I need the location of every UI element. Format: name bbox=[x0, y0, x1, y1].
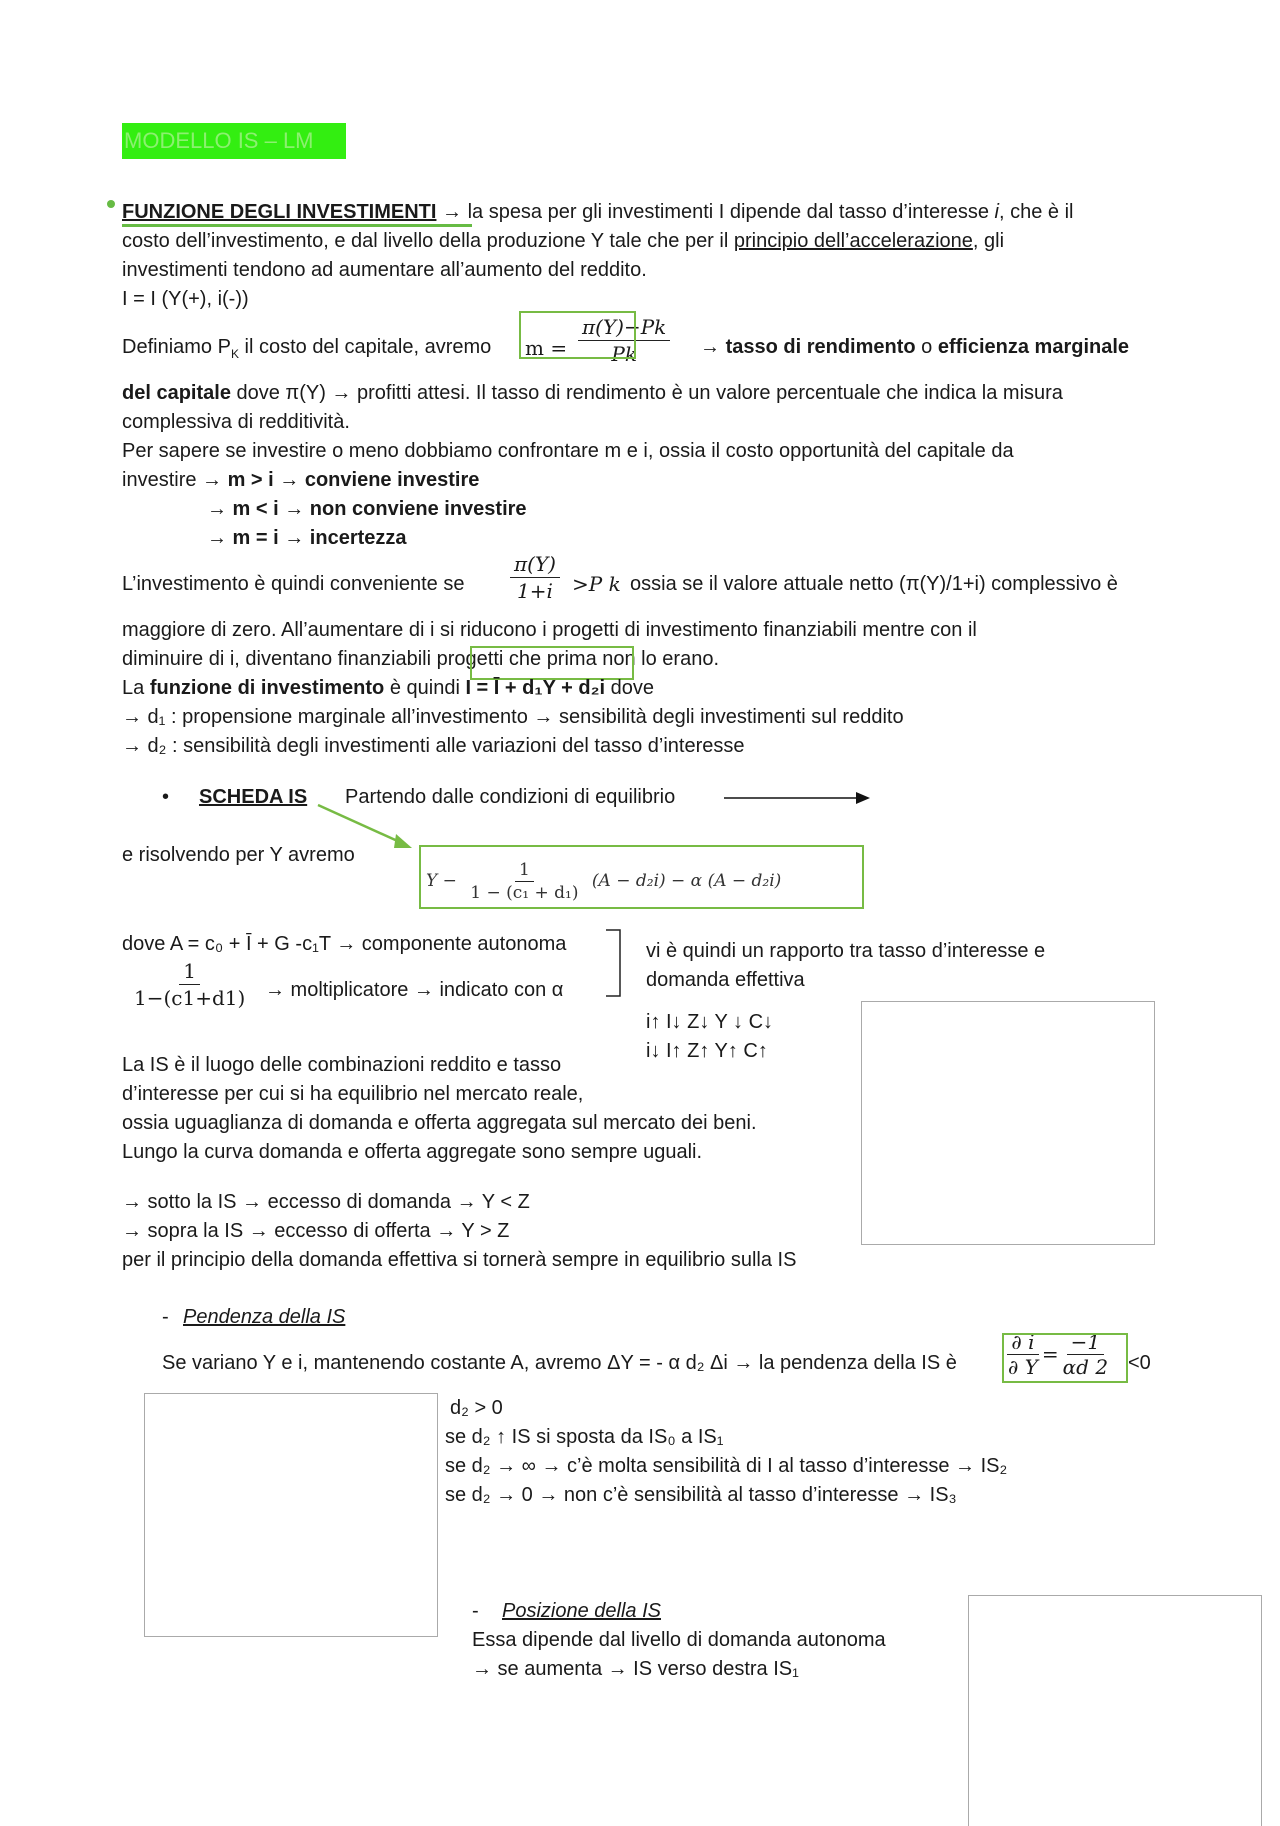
partendo-text: Partendo dalle condizioni di equilibrio bbox=[345, 786, 676, 808]
m-eq: m = bbox=[525, 336, 568, 360]
pendenza-text: Se variano Y e i, mantenendo costante A, avremo ΔY = - α d₂ Δi → la pendenza della IS è bbox=[162, 1352, 957, 1374]
redditivita-line: complessiva di redditività. bbox=[122, 411, 350, 433]
investimenti-line4: I = I (Y(+), i(-)) bbox=[122, 288, 249, 310]
investimenti-heading: FUNZIONE DEGLI INVESTIMENTI bbox=[122, 201, 437, 223]
arrows-line1: i↑ I↓ Z↓ Y ↓ C↓ bbox=[646, 1011, 774, 1033]
funzione-line: La funzione di investimento è quindi I = Ī + d₁Y + d₂i dove bbox=[122, 677, 654, 699]
page-title: MODELLO IS – LM bbox=[122, 123, 346, 159]
investire-line: investire → m > i → conviene investire bbox=[122, 469, 480, 491]
dove-a-line: dove A = c₀ + Ī + G -c₁T → componente autonoma bbox=[122, 933, 567, 955]
sopra-line: → sopra la IS → eccesso di offerta → Y > Z bbox=[122, 1220, 510, 1242]
conveniente-fraction: $\frac{\pi(Y)}{1+i}$ bbox=[510, 551, 560, 604]
principio-link: principio dell’accelerazione bbox=[733, 230, 973, 252]
scheda-heading: SCHEDA IS bbox=[199, 786, 308, 808]
d2-infinity: se d₂ → ∞ → c’è molta sensibilità di I al tasso d’interesse → IS₂ bbox=[445, 1455, 1008, 1477]
diminuire-line: diminuire di i, diventano finanziabili progetti che prima non lo erano. bbox=[122, 648, 720, 670]
less-than-zero: <0 bbox=[1128, 1352, 1151, 1374]
d2-zero: se d₂ → 0 → non c’è sensibilità al tasso d’interesse → IS₃ bbox=[445, 1484, 957, 1506]
investimenti-line2: costo dell’investimento, e dal livello della produzione Y tale che per il principio dell’accelerazione, gli bbox=[122, 230, 1005, 252]
rapporto-line1: vi è quindi un rapporto tra tasso d’interesse e bbox=[646, 940, 1046, 962]
d1-line: → d₁ : propensione marginale all’investimento → sensibilità degli investimenti sul reddito bbox=[122, 706, 904, 728]
luogo-line4: Lungo la curva domanda e offerta aggregate sono sempre uguali. bbox=[122, 1141, 703, 1163]
pendenza-fraction: $\frac{\partial i}{\partial Y}$ = $\frac{-1}{\alpha d 2}$ bbox=[1008, 1330, 1109, 1379]
rapporto-line2: domanda effettiva bbox=[646, 969, 805, 991]
luogo-line3: ossia uguaglianza di domanda e offerta aggregata sul mercato dei beni. bbox=[122, 1112, 757, 1134]
pendenza-graph-placeholder bbox=[144, 1393, 438, 1637]
definiamo-rest: → tasso di rendimento o efficienza marginale bbox=[700, 336, 1130, 358]
d2-positive: d₂ > 0 bbox=[450, 1397, 503, 1419]
scheda-bullet: • bbox=[162, 786, 170, 808]
risolvendo-text: e risolvendo per Y avremo bbox=[122, 844, 355, 866]
arrow-right-icon bbox=[724, 788, 870, 808]
m-fraction: $\frac{\pi(Y)-Pk}{Pk}$ bbox=[578, 314, 670, 367]
moltiplicatore-fraction: $\frac{1}{1-(c1+d1)}$ bbox=[134, 959, 246, 1010]
capitale-line: del capitale dove π(Y) → profitti attesi. Il tasso di rendimento è un valore percentuale che indica la misura bbox=[122, 382, 1063, 404]
is-formula: Y − $\frac{1}{\text{1 − (c₁ + d₁)}}$ (A − d₂i) − α (A − d₂i) bbox=[426, 860, 782, 903]
non-conviene-line: → m < i → non conviene investire bbox=[207, 498, 527, 520]
luogo-line1: La IS è il luogo delle combinazioni reddito e tasso bbox=[122, 1054, 562, 1076]
definiamo-line: Definiamo $P_K$ il costo del capitale, avremo bbox=[122, 336, 492, 361]
incertezza-line: → m = i → incertezza bbox=[207, 527, 407, 549]
bullet-dot bbox=[107, 200, 115, 208]
m-highlight-box bbox=[519, 311, 636, 359]
pendenza-highlight-box bbox=[1002, 1333, 1128, 1383]
posizione-graph-placeholder bbox=[968, 1595, 1262, 1826]
principio-line: per il principio della domanda effettiva si tornerà sempre in equilibrio sulla IS bbox=[122, 1249, 797, 1271]
is-graph-placeholder bbox=[861, 1001, 1155, 1245]
posizione-line2: → se aumenta → IS verso destra IS₁ bbox=[472, 1658, 799, 1680]
posizione-line1: Essa dipende dal livello di domanda autonoma bbox=[472, 1629, 886, 1651]
conveniente-rhs: >P k bbox=[572, 572, 621, 596]
moltiplicatore-text: → moltiplicatore → indicato con α bbox=[265, 979, 564, 1001]
sotto-line: → sotto la IS → eccesso di domanda → Y < Z bbox=[122, 1191, 530, 1213]
posizione-heading: Posizione della IS bbox=[502, 1600, 661, 1622]
bracket-icon bbox=[604, 928, 624, 998]
investimenti-line1: FUNZIONE DEGLI INVESTIMENTI → la spesa per gli investimenti I dipende dal tasso d’interesse i, che è il bbox=[122, 201, 1074, 223]
confrontare-line: Per sapere se investire o meno dobbiamo confrontare m e i, ossia il costo opportunità del capitale da bbox=[122, 440, 1014, 462]
investimenti-line3: investimenti tendono ad aumentare all’aumento del reddito. bbox=[122, 259, 647, 281]
d2-line: → d₂ : sensibilità degli investimenti alle variazioni del tasso d’interesse bbox=[122, 735, 745, 757]
posizione-dash: - bbox=[472, 1600, 479, 1622]
conveniente-pre: L’investimento è quindi conveniente se bbox=[122, 573, 465, 595]
conveniente-post: ossia se il valore attuale netto (π(Y)/1+i) complessivo è bbox=[630, 573, 1118, 595]
arrows-line2: i↓ I↑ Z↑ Y↑ C↑ bbox=[646, 1040, 768, 1062]
maggiore-line: maggiore di zero. All’aumentare di i si riducono i progetti di investimento finanziabili mentre con il bbox=[122, 619, 977, 641]
pendenza-dash: - bbox=[162, 1306, 169, 1328]
d2-increase: se d₂ ↑ IS si sposta da IS₀ a IS₁ bbox=[445, 1426, 724, 1448]
pendenza-heading: Pendenza della IS bbox=[183, 1306, 346, 1328]
luogo-line2: d’interesse per cui si ha equilibrio nel mercato reale, bbox=[122, 1083, 584, 1105]
